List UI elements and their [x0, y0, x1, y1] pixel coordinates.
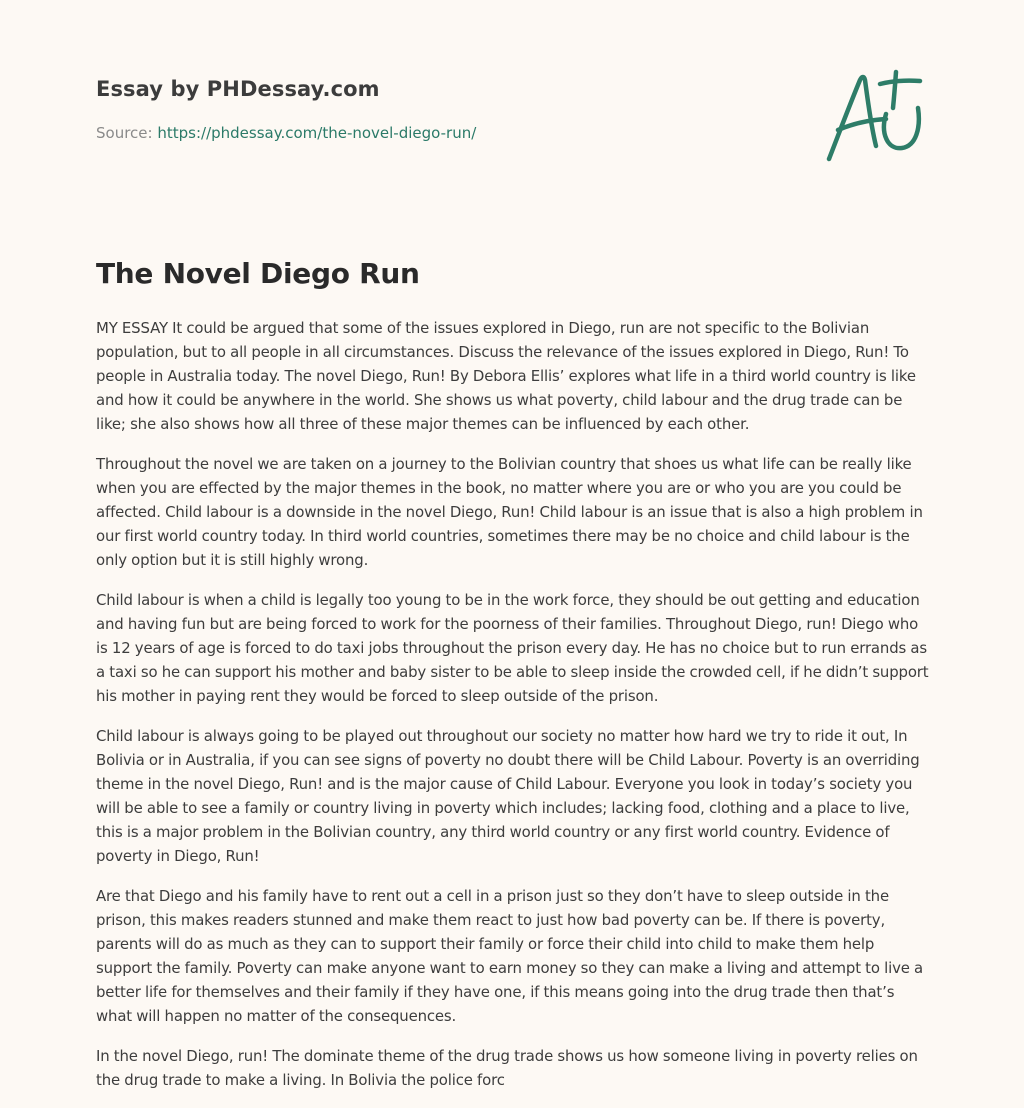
- essay-paragraph: MY ESSAY It could be argued that some of the issues explored in Diego, run are not specific to the Bolivian population, but to all people in all circumstances. Discuss the relevance of the issues explored in Diego, Run! To people in Australia today. The novel Diego, Run! By Debora Ellis’ explores what life in a third world country is like and how it could be anywhere in the world. She shows us what poverty, child labour and the drug trade can be like; she also shows how all three of these major themes can be influenced by each other.: [96, 319, 916, 433]
- essay-paragraph: Are that Diego and his family have to rent out a cell in a prison just so they don’t have to sleep outside in the prison, this makes readers stunned and make them react to just how bad poverty can be. If there is poverty, parents will do as much as they can to support their family or force their child into child to make them help support the family. Poverty can make anyone want to earn money so they can make a living and attempt to live a better life for themselves and their family if they have one, if this means going into the drug trade then that’s what will happen no matter of the consequences.: [96, 887, 924, 1025]
- essay-paragraph: Child labour is always going to be played out throughout our society no matter how hard we try to ride it out, In Bolivia or in Australia, if you can see signs of poverty no doubt there will be Child Labour. Poverty is an overriding theme in the novel Diego, Run! and is the major cause of Child Labour. Everyone you look in today’s society you will be able to see a family or country living in poverty which includes; lacking food, clothing and a place to live, this is a major problem in the Bolivian country, any third world country or any first world country. Evidence of poverty in Diego, Run!: [96, 727, 920, 865]
- essay-paragraph: Child labour is when a child is legally too young to be in the work force, they should be out getting and education and having fun but are being forced to work for the poorness of their families. Throughout Diego, run! Diego who is 12 years of age is forced to do taxi jobs throughout the prison every day. He has no choice but to run errands as a taxi so he can support his mother and baby sister to be able to sleep inside the crowded cell, if he didn’t support his mother in paying rent they would be forced to sleep outside of the prison.: [96, 591, 929, 705]
- source-link[interactable]: https://phdessay.com/the-novel-diego-run/: [157, 124, 477, 142]
- essay-paragraph: In the novel Diego, run! The dominate theme of the drug trade shows us how someone living in poverty relies on the drug trade to make a living. In Bolivia the police forc: [96, 1047, 918, 1089]
- essay-title: The Novel Diego Run: [96, 257, 420, 290]
- source-label: Source:: [96, 124, 153, 142]
- essay-body: [96, 316, 932, 1108]
- essay-paragraph: Throughout the novel we are taken on a journey to the Bolivian country that shoes us what life can be really like when you are effected by the major themes in the book, no matter where you are or who you are you could be affected. Child labour is a downside in the novel Diego, Run! Child labour is an issue that is also a high problem in our first world country today. In third world countries, sometimes there may be no choice and child labour is the only option but it is still highly wrong.: [96, 455, 923, 569]
- a-plus-grade-logo-icon: [820, 64, 932, 168]
- site-brand: Essay by PHDessay.com: [96, 77, 380, 101]
- source-line: [96, 122, 796, 144]
- page-header: [96, 72, 796, 144]
